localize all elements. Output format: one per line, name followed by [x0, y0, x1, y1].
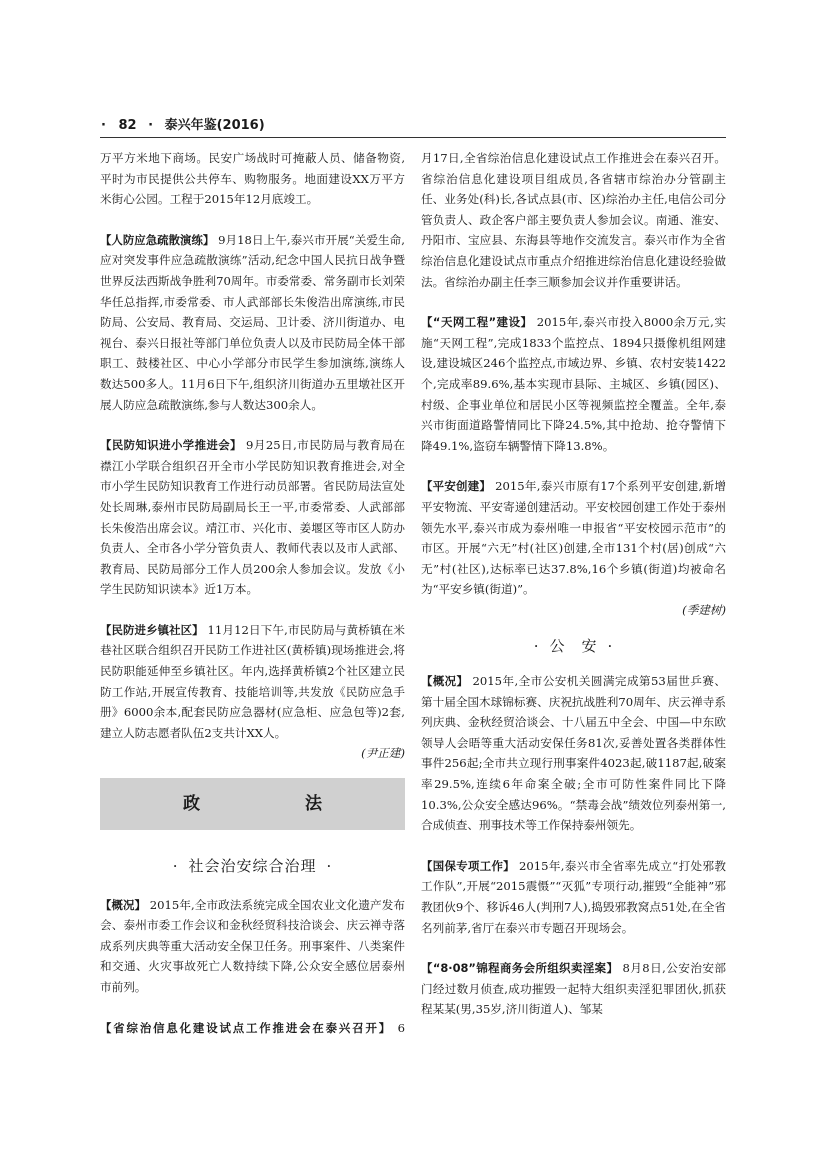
entry-info-pilot-meeting: [100, 1018, 405, 1039]
entry-body: 9月25日,市民防局与教育局在襟江小学联合组织召开全市小学民防知识教育推进会,对全市小学生民防知识教育工作进行动员部署。省民防局法宣处处长周琳,泰州市民防局副局长王一平,市委常委、人武部部长朱俊浩出席会议。靖江市、兴化市、姜堰区等市区人防办负责人、全市各小学分管负责人、教师代表以及市人武部、教育局、民防局部分工作人员200余人参加会议。发放《小学生民防知识读本》近1万本。: [100, 438, 405, 597]
entry-signer: (季建树): [682, 602, 726, 617]
entry-skynet-project: [421, 312, 726, 456]
entry-title: 【平安创建】: [421, 479, 492, 494]
entry-civil-defense-community: [100, 620, 405, 764]
entry-body: 2015年,全市政法系统完成全国农业文化遗产发布会、泰州市委工作会议和金秋经贸科技洽谈会、庆云禅寺落成系列庆典等重大活动安全保卫任务。刑事案件、八类案件和交通、火灾事故死亡人数持续下降,公众安全感位居泰州市前列。: [100, 897, 405, 994]
title-dot: ·: [533, 637, 540, 656]
continuation-text: 月17日,全省综治信息化建设试点工作推进会在泰兴召开。省综治信息化建设项目组成员,各省辖市综治办分管副主任、业务处(科)长,各试点县(市、区)综治办主任,电信公司分管负责人、政企客户部主要负责人参加会议。南通、淮安、丹阳市、宝应县、东海县等地作交流发言。泰兴市作为全省综治信息化建设试点市重点介绍推进综治信息化建设经验做法。省综治办副主任李三顺参加会议并作重要讲话。: [421, 151, 726, 289]
entry-808-case: [421, 958, 726, 1020]
subsection-title-text: 社会治安综合治理: [188, 857, 317, 876]
title-dot: ·: [607, 637, 614, 656]
entry-body: 2015年,泰兴市投入8000余万元,实施“天网工程”,完成1833个监控点、1894只摄像机组网建设,建设城区246个监控点,市域边界、乡镇、农村安装1422个,完成率89.6%,基本实现市县际、主城区、乡镇(园区)、村级、企事业单位和居民小区等视频监控全覆盖。全年,泰兴市街面道路警情同比下降24.5%,其中抢劫、抢夺警情下降49.1%,盗窃车辆警情下降13.8%。: [421, 315, 726, 453]
entry-body: 6: [397, 1020, 405, 1035]
entry-body: 9月18日上午,泰兴市开展“关爱生命,应对突发事件应急疏散演练”活动,纪念中国人民抗日战争暨世界反法西斯战争胜利70周年。市委常委、常务副市长刘荣华任总指挥,市委常委、市人武部部长朱俊浩出席演练,市民防局、公安局、教育局、交运局、卫计委、济川街道办、电视台、泰兴日报社等部门单位负责人以及市民防局全体干部职工、鼓楼社区、中心小学部分市民学生参加演练,演练人数达500多人。11月6日下午,组织济川街道办五里墩社区开展人防应急疏散演练,参与人数达300余人。: [100, 232, 405, 412]
header-dot: ·: [101, 118, 106, 133]
right-column: [421, 148, 726, 1040]
entry-body: 11月12日下午,市民防局与黄桥镇在米巷社区联合组织召开民防工作进社区(黄桥镇)现场推进会,将民防职能延伸至乡镇社区。年内,选择黄桥镇2个社区建立民防工作站,开展宣传教育、技能培训等,共发放《民防应急手册》6000余本,配套民防应急器材(应急柜、应急包等)2套,建立人防志愿者队伍2支共计XX人。: [100, 622, 405, 740]
entry-title: 【“8·08”锦程商务会所组织卖淫案】: [421, 961, 619, 976]
section-band-politics-law: [100, 778, 405, 830]
subsection-title-public-security: [421, 636, 726, 657]
entry-body: 2015年,全市公安机关圆满完成第53届世乒赛、第十届全国木球锦标赛、庆祝抗战胜利70周年、庆云禅寺系列庆典、金秋经贸洽谈会、十八届五中全会、中国—中东欧领导人会晤等重大活动安保任务81次,妥善处置各类群体性事件256起;全市共立现行刑事案件4023起,破1187起,破案率29.5%,连续6年命案全破;全市可防性案件同比下降10.3%,公众安全感达96%。“禁毒会战”绩效位列泰州第一,合成侦查、刑事技术等工作保持泰州领先。: [421, 674, 726, 833]
section-title: 政 法: [183, 793, 366, 814]
entry-overview-politics-law: [100, 895, 405, 998]
subsection-title-social-security: [100, 856, 405, 877]
entry-title: 【省综治信息化建设试点工作推进会在泰兴召开】: [100, 1020, 393, 1035]
entry-safety-creation: [421, 476, 726, 620]
entry-title: 【人防应急疏散演练】: [100, 232, 215, 247]
entry-title: 【国保专项工作】: [421, 858, 515, 873]
entry-title: 【民防进乡镇社区】: [100, 622, 204, 637]
subsection-title-text: 公 安: [549, 637, 598, 656]
entry-national-security: [421, 856, 726, 938]
entry-body: 2015年,泰兴市原有17个系列平安创建,新增平安物流、平安寄递创建活动。平安校园创建工作处于泰州领先水平,泰兴市成为泰州唯一申报省“平安校园示范市”的市区。开展“六无”村(社区)创建,全市131个村(居)创成“六无”村(社区),达标率已达37.8%,16个乡镇(街道)均被命名为“平安乡镇(街道)”。: [421, 479, 726, 597]
entry-overview-police: [421, 671, 726, 836]
book-title: 泰兴年鉴(2016): [164, 118, 265, 133]
entry-title: 【“天网工程”建设】: [421, 315, 533, 330]
entry-title: 【概况】: [100, 897, 146, 912]
entry-civil-defense-school: [100, 435, 405, 600]
entry-title: 【概况】: [421, 674, 469, 689]
entry-title: 【民防知识进小学推进会】: [100, 438, 242, 453]
entry-signer: (尹正建): [361, 746, 405, 761]
page-number: 82: [118, 118, 137, 133]
entry-civil-evacuation-drill: [100, 230, 405, 415]
left-column: [100, 148, 405, 1058]
title-dot: ·: [326, 857, 333, 876]
intro-text: 万平方米地下商场。民安广场战时可掩蔽人员、储备物资,平时为市民提供公共停车、购物服务。地面建设XX万平方米街心公园。工程于2015年12月底竣工。: [100, 151, 405, 207]
entry-body: 8月8日,公安治安部门经过数月侦查,成功摧毁一起特大组织卖淫犯罪团伙,抓获程某某(男,35岁,济川街道人)、邹某: [421, 961, 726, 1017]
header-rule: [100, 137, 726, 138]
title-dot: ·: [172, 857, 179, 876]
header-dot: ·: [148, 118, 154, 133]
entry-body: 2015年,泰兴市全省率先成立“打处邪教工作队”,开展“2015震慑”“灭狐”专项行动,摧毁“全能神”邪教团伙9个、移诉46人(判刑7人),捣毁邪教窝点51处,在全省名列前茅,省厅在泰兴市专题召开现场会。: [421, 858, 726, 935]
running-header: [101, 114, 265, 133]
